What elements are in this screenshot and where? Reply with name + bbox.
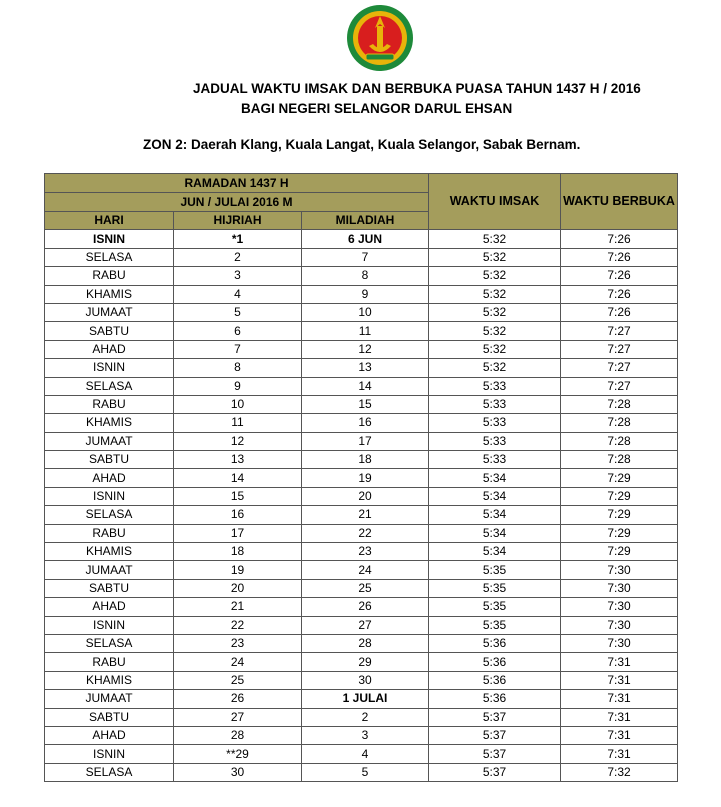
cell-hijriah: *1 (174, 230, 302, 248)
cell-hari: ISNIN (45, 359, 174, 377)
cell-berbuka: 7:26 (561, 267, 678, 285)
cell-miladiah: 6 JUN (302, 230, 429, 248)
cell-miladiah: 25 (302, 579, 429, 597)
table-row (45, 561, 678, 579)
cell-berbuka: 7:29 (561, 469, 678, 487)
cell-imsak: 5:33 (429, 432, 561, 450)
cell-hari: JUMAAT (45, 432, 174, 450)
table-row (45, 248, 678, 266)
schedule-body (45, 230, 678, 782)
cell-miladiah: 12 (302, 340, 429, 358)
table-row (45, 616, 678, 634)
table-row (45, 285, 678, 303)
cell-imsak: 5:34 (429, 487, 561, 505)
cell-hijriah: 5 (174, 303, 302, 321)
cell-hijriah: 16 (174, 506, 302, 524)
cell-imsak: 5:37 (429, 763, 561, 781)
cell-hijriah: 17 (174, 524, 302, 542)
cell-berbuka: 7:28 (561, 432, 678, 450)
cell-hari: JUMAAT (45, 303, 174, 321)
cell-imsak: 5:35 (429, 598, 561, 616)
cell-hari: SELASA (45, 506, 174, 524)
cell-miladiah: 28 (302, 634, 429, 652)
cell-imsak: 5:32 (429, 248, 561, 266)
cell-miladiah: 30 (302, 671, 429, 689)
cell-miladiah: 3 (302, 726, 429, 744)
cell-hijriah: 18 (174, 543, 302, 561)
cell-miladiah: 8 (302, 267, 429, 285)
cell-berbuka: 7:32 (561, 763, 678, 781)
cell-berbuka: 7:30 (561, 579, 678, 597)
cell-hijriah: 13 (174, 451, 302, 469)
cell-berbuka: 7:28 (561, 395, 678, 413)
title-line-2: BAGI NEGERI SELANGOR DARUL EHSAN (241, 101, 513, 116)
cell-berbuka: 7:31 (561, 653, 678, 671)
cell-hari: SABTU (45, 708, 174, 726)
cell-imsak: 5:36 (429, 671, 561, 689)
cell-hari: KHAMIS (45, 414, 174, 432)
cell-berbuka: 7:26 (561, 248, 678, 266)
cell-hari: RABU (45, 267, 174, 285)
table-row (45, 267, 678, 285)
cell-berbuka: 7:31 (561, 690, 678, 708)
table-row (45, 598, 678, 616)
col-header-hari: HARI (45, 212, 174, 230)
table-row (45, 745, 678, 763)
cell-hari: KHAMIS (45, 285, 174, 303)
table-row (45, 653, 678, 671)
table-row (45, 543, 678, 561)
table-row (45, 763, 678, 781)
cell-berbuka: 7:30 (561, 616, 678, 634)
cell-miladiah: 5 (302, 763, 429, 781)
cell-miladiah: 19 (302, 469, 429, 487)
cell-hari: RABU (45, 653, 174, 671)
table-row (45, 469, 678, 487)
cell-hijriah: 19 (174, 561, 302, 579)
table-row (45, 726, 678, 744)
cell-hijriah: 10 (174, 395, 302, 413)
cell-berbuka: 7:30 (561, 598, 678, 616)
cell-miladiah: 18 (302, 451, 429, 469)
cell-imsak: 5:35 (429, 616, 561, 634)
cell-berbuka: 7:31 (561, 671, 678, 689)
cell-hari: AHAD (45, 469, 174, 487)
cell-miladiah: 24 (302, 561, 429, 579)
col-header-imsak: WAKTU IMSAK (429, 174, 561, 230)
col-header-berbuka: WAKTU BERBUKA (561, 174, 678, 230)
col-header-hijriah: HIJRIAH (174, 212, 302, 230)
cell-hari: SELASA (45, 634, 174, 652)
table-row (45, 340, 678, 358)
cell-imsak: 5:32 (429, 340, 561, 358)
cell-imsak: 5:36 (429, 690, 561, 708)
cell-imsak: 5:34 (429, 543, 561, 561)
cell-imsak: 5:32 (429, 285, 561, 303)
cell-miladiah: 7 (302, 248, 429, 266)
cell-berbuka: 7:30 (561, 561, 678, 579)
cell-hijriah: 24 (174, 653, 302, 671)
cell-hari: ISNIN (45, 230, 174, 248)
ramadan-header: RAMADAN 1437 H (45, 174, 429, 193)
title-line-1: JADUAL WAKTU IMSAK DAN BERBUKA PUASA TAHUN 1437 H / 2016 (193, 81, 641, 96)
cell-hari: SABTU (45, 451, 174, 469)
cell-imsak: 5:37 (429, 745, 561, 763)
cell-miladiah: 22 (302, 524, 429, 542)
cell-berbuka: 7:26 (561, 230, 678, 248)
cell-berbuka: 7:30 (561, 634, 678, 652)
cell-hari: RABU (45, 524, 174, 542)
cell-hari: RABU (45, 395, 174, 413)
cell-hijriah: 28 (174, 726, 302, 744)
cell-imsak: 5:34 (429, 524, 561, 542)
cell-miladiah: 16 (302, 414, 429, 432)
cell-hari: AHAD (45, 340, 174, 358)
cell-hari: SABTU (45, 322, 174, 340)
cell-hijriah: 22 (174, 616, 302, 634)
cell-miladiah: 9 (302, 285, 429, 303)
table-row (45, 395, 678, 413)
cell-miladiah: 4 (302, 745, 429, 763)
cell-imsak: 5:32 (429, 230, 561, 248)
cell-imsak: 5:33 (429, 451, 561, 469)
cell-imsak: 5:35 (429, 579, 561, 597)
cell-miladiah: 11 (302, 322, 429, 340)
cell-miladiah: 29 (302, 653, 429, 671)
cell-hijriah: 23 (174, 634, 302, 652)
cell-berbuka: 7:26 (561, 285, 678, 303)
cell-miladiah: 2 (302, 708, 429, 726)
table-row (45, 359, 678, 377)
cell-imsak: 5:37 (429, 726, 561, 744)
cell-hari: AHAD (45, 726, 174, 744)
table-row (45, 322, 678, 340)
selangor-crest-emblem-icon (341, 2, 419, 74)
cell-hijriah: 6 (174, 322, 302, 340)
table-row (45, 690, 678, 708)
cell-hari: SELASA (45, 763, 174, 781)
cell-hijriah: 4 (174, 285, 302, 303)
cell-imsak: 5:34 (429, 469, 561, 487)
cell-berbuka: 7:27 (561, 322, 678, 340)
cell-berbuka: 7:27 (561, 340, 678, 358)
cell-imsak: 5:33 (429, 377, 561, 395)
cell-hari: ISNIN (45, 745, 174, 763)
cell-hijriah: 11 (174, 414, 302, 432)
zone-heading: ZON 2: Daerah Klang, Kuala Langat, Kuala Selangor, Sabak Bernam. (143, 137, 581, 152)
cell-berbuka: 7:29 (561, 524, 678, 542)
cell-hijriah: 21 (174, 598, 302, 616)
cell-hari: JUMAAT (45, 561, 174, 579)
cell-hijriah: 3 (174, 267, 302, 285)
cell-imsak: 5:33 (429, 414, 561, 432)
cell-miladiah: 26 (302, 598, 429, 616)
cell-berbuka: 7:31 (561, 726, 678, 744)
cell-berbuka: 7:29 (561, 487, 678, 505)
cell-miladiah: 17 (302, 432, 429, 450)
cell-miladiah: 10 (302, 303, 429, 321)
table-row (45, 579, 678, 597)
cell-hari: SABTU (45, 579, 174, 597)
cell-berbuka: 7:29 (561, 543, 678, 561)
table-row (45, 451, 678, 469)
cell-hijriah: 8 (174, 359, 302, 377)
table-row (45, 432, 678, 450)
cell-hijriah: 15 (174, 487, 302, 505)
cell-hijriah: 14 (174, 469, 302, 487)
col-header-miladiah: MILADIAH (302, 212, 429, 230)
cell-miladiah: 27 (302, 616, 429, 634)
cell-miladiah: 1 JULAI (302, 690, 429, 708)
cell-imsak: 5:32 (429, 322, 561, 340)
cell-berbuka: 7:26 (561, 303, 678, 321)
month-header: JUN / JULAI 2016 M (45, 193, 429, 212)
cell-hari: KHAMIS (45, 671, 174, 689)
cell-hijriah: **29 (174, 745, 302, 763)
cell-imsak: 5:36 (429, 634, 561, 652)
cell-hijriah: 26 (174, 690, 302, 708)
table-row (45, 524, 678, 542)
table-row (45, 303, 678, 321)
cell-hijriah: 25 (174, 671, 302, 689)
cell-berbuka: 7:27 (561, 377, 678, 395)
table-row (45, 708, 678, 726)
cell-berbuka: 7:31 (561, 745, 678, 763)
cell-hijriah: 9 (174, 377, 302, 395)
table-row (45, 671, 678, 689)
cell-hari: KHAMIS (45, 543, 174, 561)
cell-hijriah: 30 (174, 763, 302, 781)
cell-berbuka: 7:29 (561, 506, 678, 524)
cell-miladiah: 21 (302, 506, 429, 524)
cell-hari: ISNIN (45, 616, 174, 634)
table-row (45, 506, 678, 524)
cell-imsak: 5:33 (429, 395, 561, 413)
cell-hijriah: 12 (174, 432, 302, 450)
cell-hari: SELASA (45, 248, 174, 266)
document-title (193, 79, 641, 119)
cell-miladiah: 13 (302, 359, 429, 377)
table-row (45, 414, 678, 432)
cell-hari: SELASA (45, 377, 174, 395)
cell-imsak: 5:35 (429, 561, 561, 579)
cell-miladiah: 14 (302, 377, 429, 395)
cell-berbuka: 7:27 (561, 359, 678, 377)
cell-imsak: 5:32 (429, 359, 561, 377)
cell-hari: AHAD (45, 598, 174, 616)
cell-hari: JUMAAT (45, 690, 174, 708)
table-row (45, 634, 678, 652)
cell-miladiah: 23 (302, 543, 429, 561)
cell-hijriah: 20 (174, 579, 302, 597)
cell-berbuka: 7:28 (561, 451, 678, 469)
table-row (45, 487, 678, 505)
cell-miladiah: 15 (302, 395, 429, 413)
table-row (45, 230, 678, 248)
schedule-table (44, 173, 678, 782)
table-row (45, 377, 678, 395)
cell-imsak: 5:32 (429, 303, 561, 321)
cell-imsak: 5:36 (429, 653, 561, 671)
cell-imsak: 5:34 (429, 506, 561, 524)
cell-hijriah: 2 (174, 248, 302, 266)
cell-hijriah: 7 (174, 340, 302, 358)
cell-imsak: 5:32 (429, 267, 561, 285)
cell-berbuka: 7:28 (561, 414, 678, 432)
cell-miladiah: 20 (302, 487, 429, 505)
cell-hijriah: 27 (174, 708, 302, 726)
cell-imsak: 5:37 (429, 708, 561, 726)
cell-hari: ISNIN (45, 487, 174, 505)
cell-berbuka: 7:31 (561, 708, 678, 726)
